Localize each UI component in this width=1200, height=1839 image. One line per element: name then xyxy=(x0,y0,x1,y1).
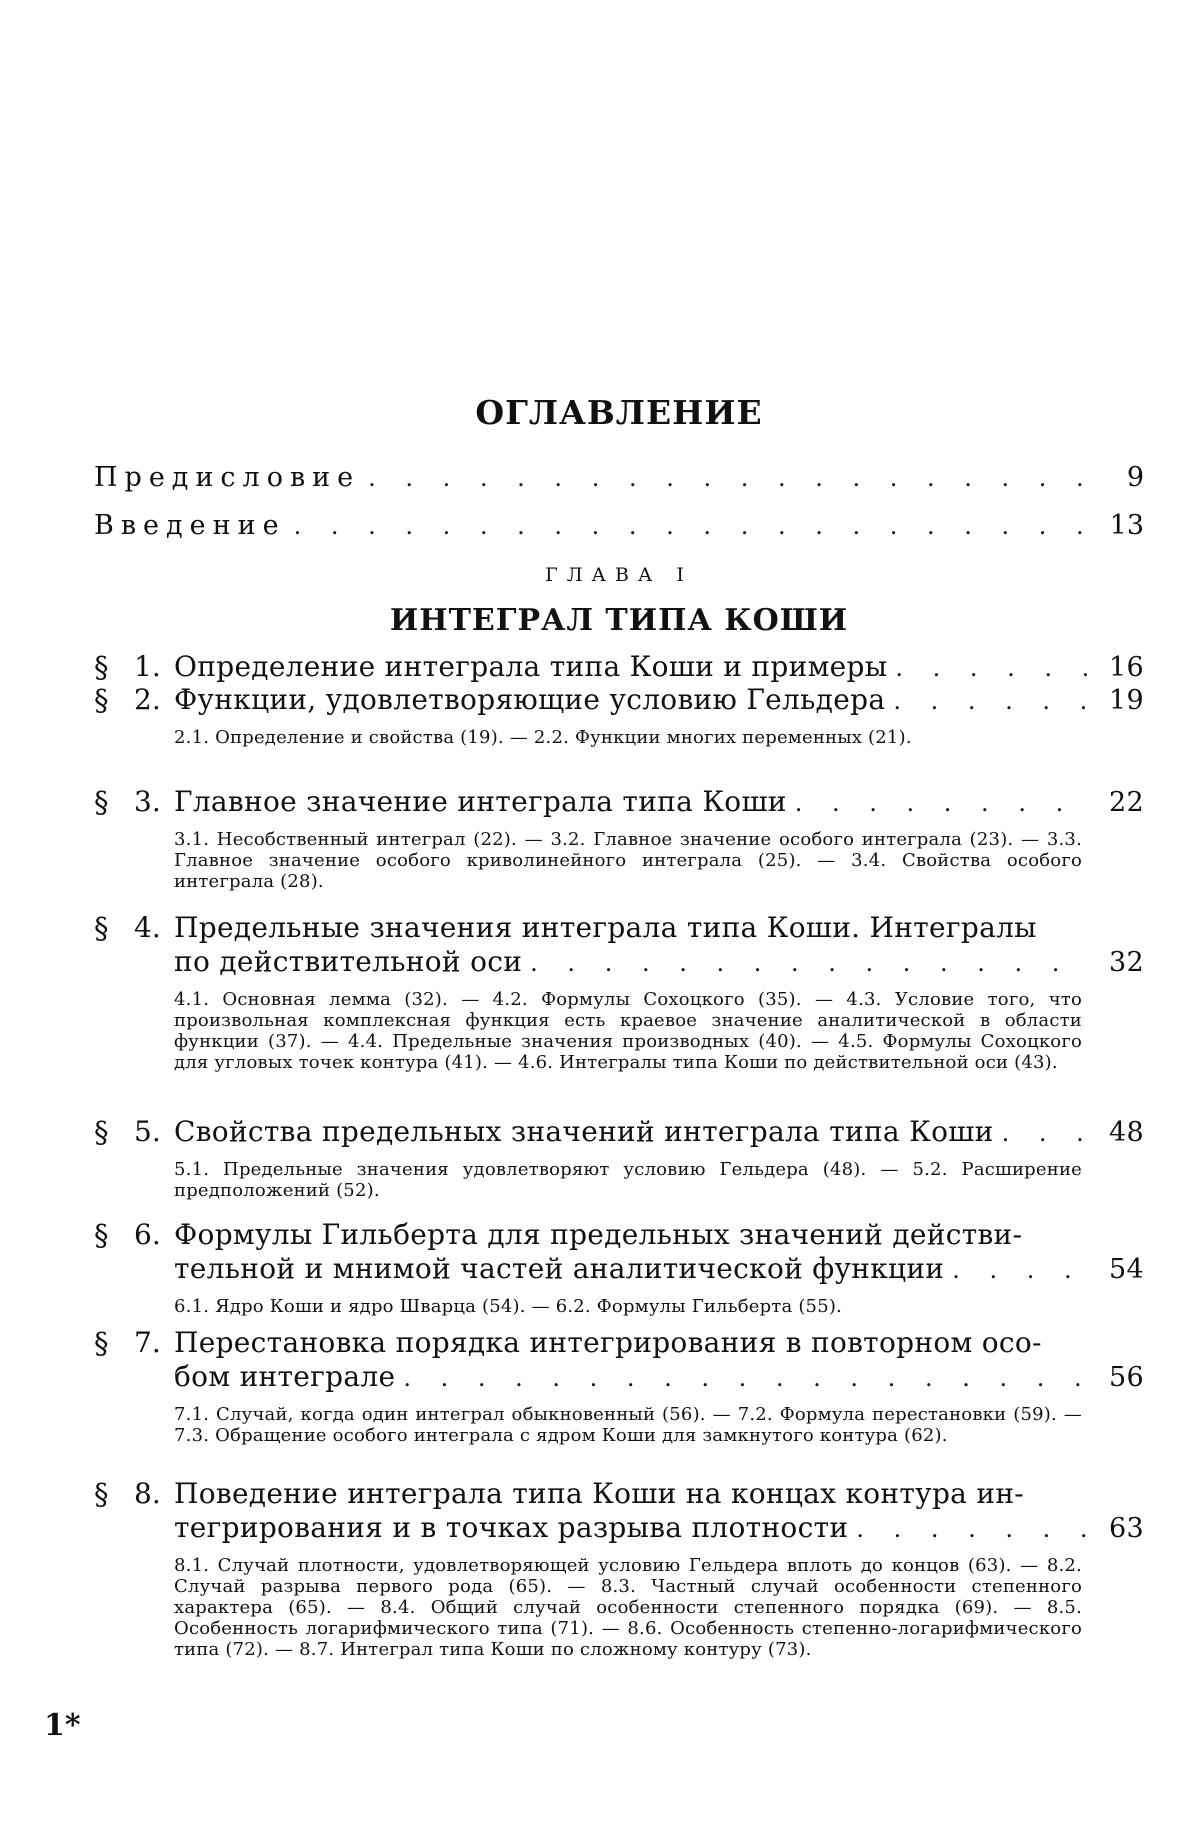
leader-dots xyxy=(530,949,1090,977)
section-title-line xyxy=(174,911,1144,945)
section-title: Главное значение интеграла типа Коши xyxy=(174,785,787,818)
chapter-title: ИНТЕГРАЛ ТИПА КОШИ xyxy=(389,603,849,638)
leader-dots xyxy=(294,512,1090,540)
section-symbol: § xyxy=(94,650,109,684)
leader-dots xyxy=(403,1364,1090,1392)
signature-mark: 1* xyxy=(44,1708,81,1743)
section-number: 3. xyxy=(134,785,161,818)
section-title-line xyxy=(174,1218,1144,1252)
section-title-line xyxy=(174,1511,1144,1545)
front-entry-introduction[interactable] xyxy=(94,510,1144,550)
leader-dots xyxy=(952,1256,1090,1284)
section-title-continued: по действительной оси xyxy=(174,945,523,978)
section-symbol: § xyxy=(94,1218,109,1252)
section-title-line xyxy=(174,785,1144,819)
section-title: Предельные значения интеграла типа Коши. Интегралы xyxy=(174,911,1037,944)
section-subsections: 2.1. Определение и свойства (19). — 2.2. Функции многих переменных (21). xyxy=(174,727,912,748)
section-number: 4. xyxy=(134,911,161,944)
section-number: 1. xyxy=(134,650,161,683)
section-subsections: 3.1. Несобственный интеграл (22). — 3.2. Главное значение особого интеграла (23). — 3.3. Главное значение особого криволинейного интеграла (25). — 3.4. Свойства особого интеграла (28). xyxy=(174,829,1082,892)
section-number: 7. xyxy=(134,1326,161,1359)
section-title-line xyxy=(174,683,1144,717)
section-title-line xyxy=(174,1477,1144,1511)
section-title-line xyxy=(174,945,1144,979)
section-title-line xyxy=(174,1115,1144,1149)
leader-dots xyxy=(795,789,1090,817)
section-symbol: § xyxy=(94,1326,109,1360)
section-page: 22 xyxy=(1109,787,1144,818)
section-title: Формулы Гильберта для предельных значений действи- xyxy=(174,1218,1023,1251)
section-number: 8. xyxy=(134,1477,161,1510)
section-symbol: § xyxy=(94,1477,109,1511)
front-entry-preface[interactable] xyxy=(94,462,1144,502)
section-page: 56 xyxy=(1109,1362,1144,1393)
section-title-continued: тельной и мнимой частей аналитической функции xyxy=(174,1252,945,1285)
section-subsections: 5.1. Предельные значения удовлетворяют условию Гельдера (48). — 5.2. Расширение предположений (52). xyxy=(174,1159,1082,1201)
toc-title: ОГЛАВЛЕНИЕ xyxy=(475,393,763,432)
front-entry-page: 13 xyxy=(1109,510,1144,541)
section-symbol: § xyxy=(94,911,109,945)
section-number: 6. xyxy=(134,1218,161,1251)
section-title: Свойства предельных значений интеграла типа Коши xyxy=(174,1115,994,1148)
section-title: Поведение интеграла типа Коши на концах контура ин- xyxy=(174,1477,1025,1510)
section-page: 19 xyxy=(1109,685,1144,716)
section-number: 2. xyxy=(134,683,161,716)
section-page: 48 xyxy=(1109,1117,1144,1148)
front-entry-label: Введение xyxy=(94,510,286,541)
section-title-line xyxy=(174,1252,1144,1286)
section-title-continued: тегрирования и в точках разрыва плотности xyxy=(174,1511,849,1544)
section-title-line xyxy=(174,1326,1144,1360)
leader-dots xyxy=(895,654,1090,682)
section-subsections: 8.1. Случай плотности, удовлетворяющей условию Гельдера вплоть до концов (63). — 8.2. Случай разрыва первого рода (65). — 8.3. Частный случай особенности степенного характера (65). — 8.4. Общий случай особенности степенного порядка (69). — 8.5. Особенность логарифмического типа (71). — 8.6. Особенность степенно-логарифмического типа (72). — 8.7. Интеграл типа Коши по сложному контуру (73). xyxy=(174,1555,1082,1660)
leader-dots xyxy=(893,687,1090,715)
section-title-continued: бом интеграле xyxy=(174,1360,396,1393)
chapter-label: ГЛАВА I xyxy=(545,564,693,586)
section-title-line xyxy=(174,1360,1144,1394)
section-subsections: 6.1. Ядро Коши и ядро Шварца (54). — 6.2. Формулы Гильберта (55). xyxy=(174,1296,842,1317)
leader-dots xyxy=(1002,1119,1090,1147)
section-symbol: § xyxy=(94,683,109,717)
section-title-line xyxy=(174,650,1144,684)
section-symbol: § xyxy=(94,785,109,819)
section-page: 32 xyxy=(1109,947,1144,978)
section-page: 16 xyxy=(1109,652,1144,683)
section-page: 54 xyxy=(1109,1254,1144,1285)
front-entry-page: 9 xyxy=(1126,462,1144,493)
section-symbol: § xyxy=(94,1115,109,1149)
section-title: Определение интеграла типа Коши и примеры xyxy=(174,650,888,683)
section-title: Функции, удовлетворяющие условию Гельдера xyxy=(174,683,886,716)
front-entry-label: Предисловие xyxy=(94,462,361,493)
section-subsections: 7.1. Случай, когда один интеграл обыкновенный (56). — 7.2. Формула перестановки (59). — 7.3. Обращение особого интеграла с ядром Коши для замкнутого контура (62). xyxy=(174,1404,1082,1446)
section-number: 5. xyxy=(134,1115,161,1148)
leader-dots xyxy=(856,1515,1090,1543)
leader-dots xyxy=(368,464,1090,492)
section-page: 63 xyxy=(1109,1513,1144,1544)
section-subsections: 4.1. Основная лемма (32). — 4.2. Формулы Сохоцкого (35). — 4.3. Условие того, что произвольная комплексная функция есть краевое значение аналитической в области функции (37). — 4.4. Предельные значения производных (40). — 4.5. Формулы Сохоцкого для угловых точек контура (41). — 4.6. Интегралы типа Коши по действительной оси (43). xyxy=(174,989,1082,1073)
section-title: Перестановка порядка интегрирования в повторном осо- xyxy=(174,1326,1042,1359)
